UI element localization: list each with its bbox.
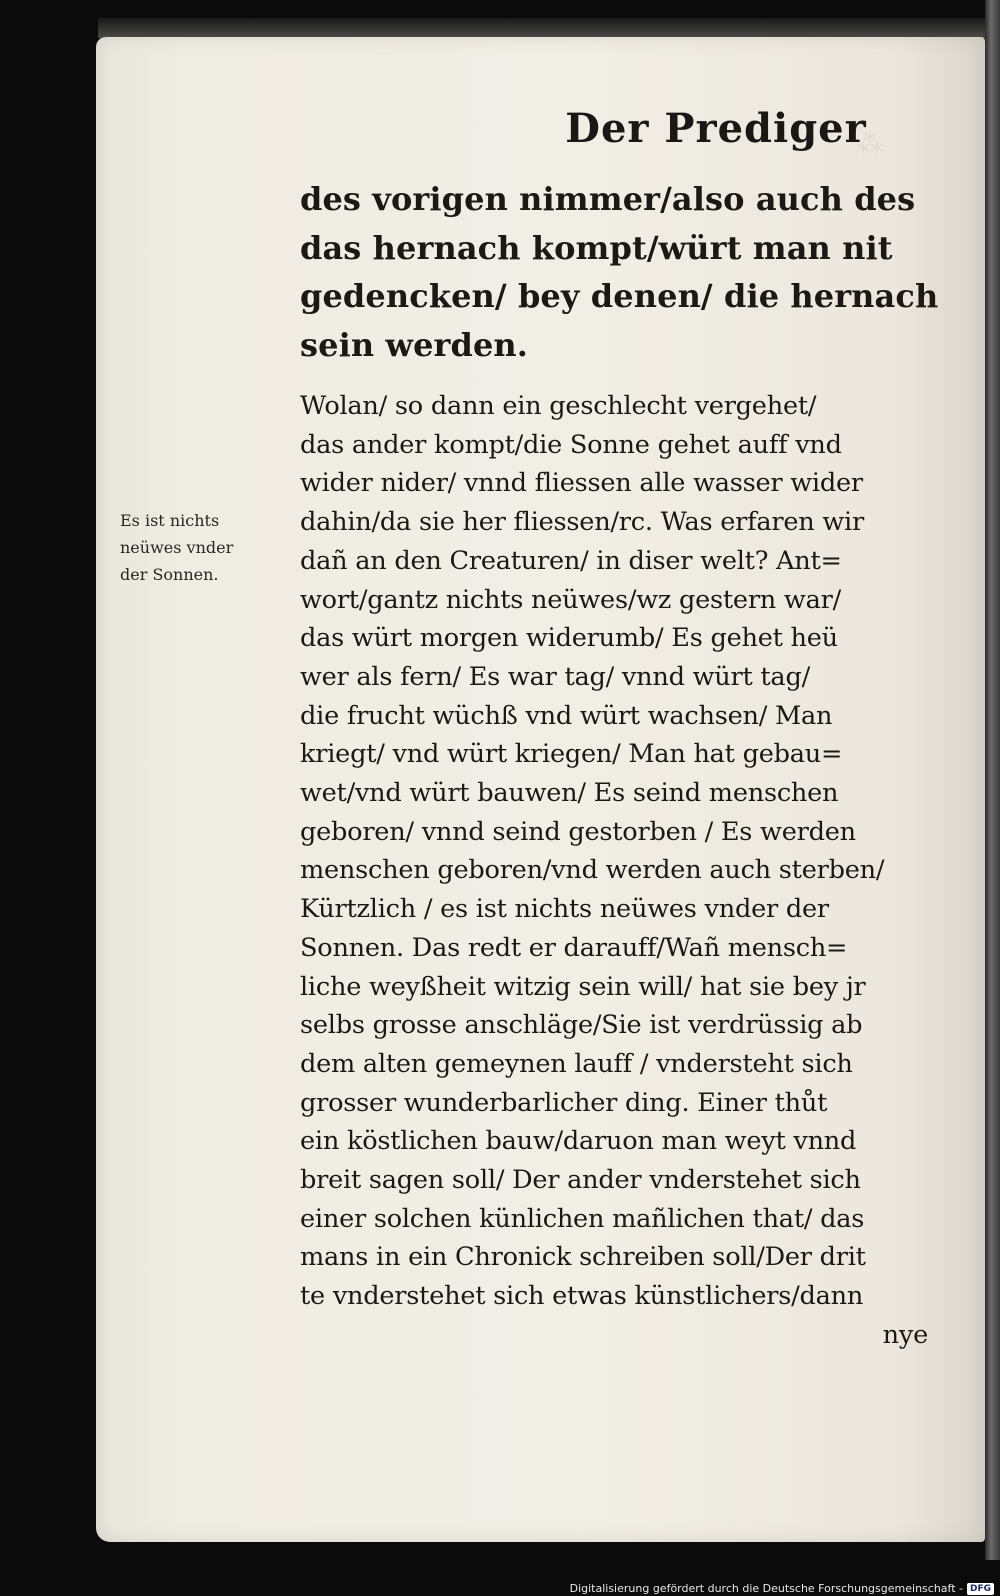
body-line: das würt morgen widerumb/ Es gehet heü: [300, 623, 838, 654]
credit-text: Digitalisierung gefördert durch die Deutsche Forschungsgemeinschaft -: [569, 1582, 963, 1595]
body-line: wet/vnd würt bauwen/ Es seind menschen: [300, 778, 839, 809]
paragraph-gap: [300, 369, 940, 387]
intro-line: des vorigen nimmer/also auch des: [300, 180, 916, 218]
intro-line: gedencken/ bey denen/ die hernach: [300, 277, 939, 315]
body-line: grosser wunderbarlicher ding. Einer thůt: [300, 1087, 828, 1118]
body-line: dahin/da sie her fliessen/rc. Was erfaren wir: [300, 507, 864, 538]
margin-note: [120, 507, 290, 588]
body-line: selbs grosse anschläge/Sie ist verdrüssig ab: [300, 1010, 863, 1041]
catchword: nye: [882, 1319, 928, 1350]
body-line: Kürtzlich / es ist nichts neüwes vnder der: [300, 894, 829, 925]
book-page: [96, 37, 985, 1542]
margin-note-line: der Sonnen.: [120, 565, 219, 584]
body-line: mans in ein Chronick schreiben soll/Der drit: [300, 1242, 866, 1273]
book-top-edge: [98, 18, 988, 38]
body-line: einer solchen künlichen mañlichen that/ das: [300, 1203, 865, 1234]
body-line: ein köstlichen bauw/daruon man weyt vnnd: [300, 1126, 857, 1157]
bleed-through-mark: ⁂: [856, 127, 884, 160]
body-line: dem alten gemeynen lauff / vndersteht sich: [300, 1048, 853, 1079]
digitization-credit: [570, 1582, 994, 1595]
body-line: kriegt/ vnd würt kriegen/ Man hat gebau=: [300, 739, 843, 770]
body-line: wider nider/ vnnd fliessen alle wasser wider: [300, 468, 863, 499]
margin-note-line: Es ist nichts: [120, 511, 220, 530]
main-text: [300, 175, 940, 1355]
body-line: dañ an den Creaturen/ in diser welt? Ant=: [300, 545, 842, 576]
body-line: te vnderstehet sich etwas künstlichers/dann: [300, 1281, 864, 1312]
body-line: breit sagen soll/ Der ander vnderstehet sich: [300, 1165, 861, 1196]
dfg-logo: DFG: [967, 1583, 994, 1595]
intro-line: das hernach kompt/würt man nit: [300, 228, 893, 267]
book-spine-edge: [985, 0, 1000, 1560]
body-line: wort/gantz nichts neüwes/wz gestern war/: [300, 584, 841, 615]
body-line: wer als fern/ Es war tag/ vnnd würt tag/: [300, 661, 810, 692]
body-line: geboren/ vnnd seind gestorben / Es werden: [300, 816, 856, 847]
body-line: die frucht wüchß vnd würt wachsen/ Man: [300, 700, 833, 731]
body-line: menschen geboren/vnd werden auch sterben/: [300, 855, 885, 886]
running-head: Der Prediger: [565, 105, 867, 152]
margin-note-line: neüwes vnder: [120, 538, 234, 557]
body-line: liche weyßheit witzig sein will/ hat sie bey jr: [300, 971, 866, 1002]
body-line: das ander kompt/die Sonne gehet auff vnd: [300, 429, 842, 460]
body-line: Wolan/ so dann ein geschlecht vergehet/: [300, 391, 817, 421]
body-line: Sonnen. Das redt er darauff/Wañ mensch=: [300, 932, 848, 963]
intro-line: sein werden.: [300, 325, 529, 364]
